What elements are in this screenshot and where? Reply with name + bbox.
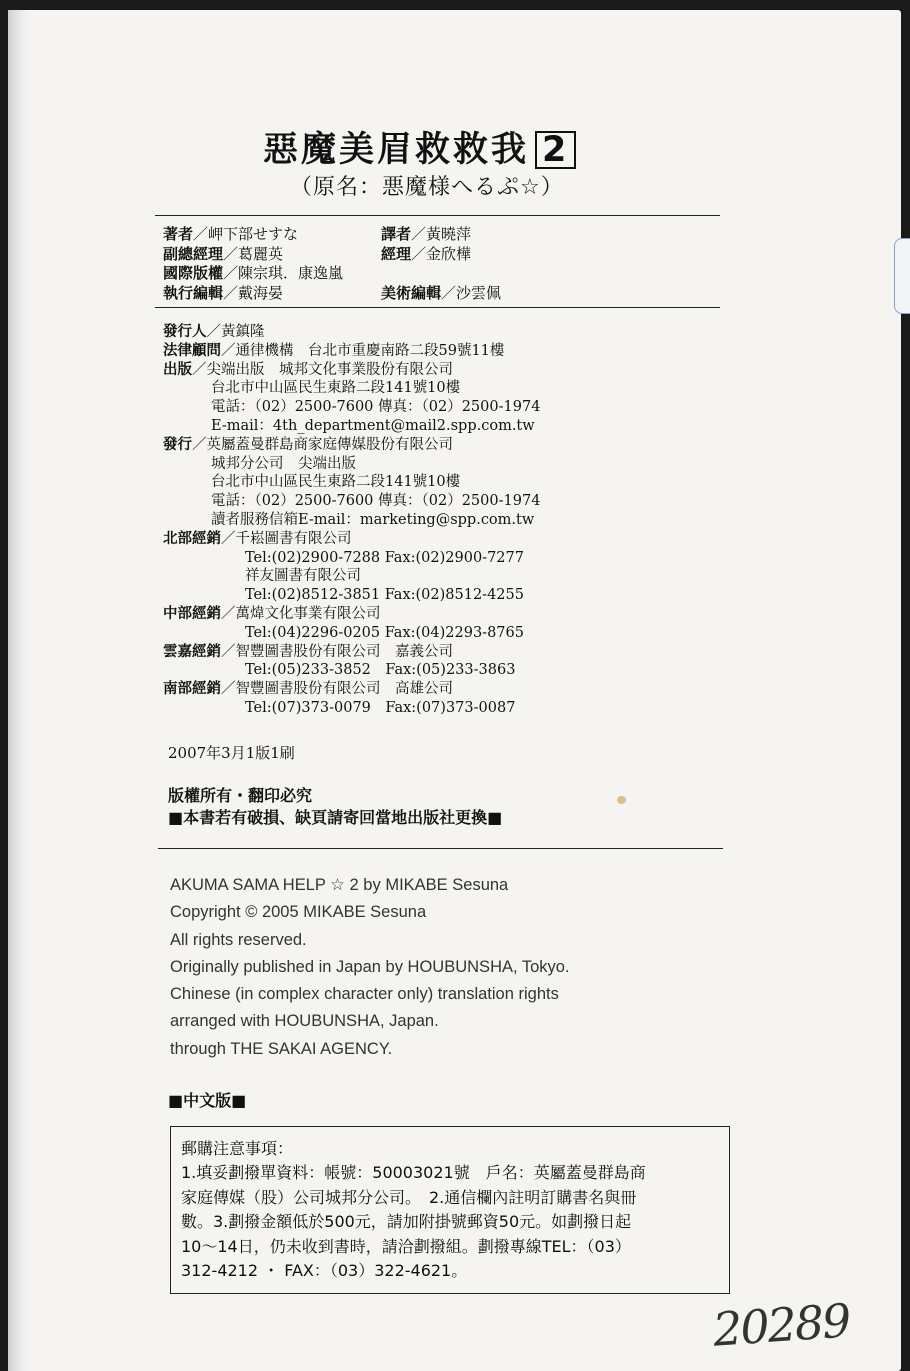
publisher-line xyxy=(163,473,540,492)
credit-right xyxy=(381,245,471,265)
publisher-text: Tel:(02)2900-7288 Fax:(02)2900-7277 xyxy=(245,549,524,566)
publisher-text: 電話：（02）2500-7600 傳真：（02）2500-1974 xyxy=(211,399,541,416)
rights-line-2: ■本書若有破損、缺頁請寄回當地出版社更換■ xyxy=(168,808,503,827)
publisher-text: ／英屬蓋曼群島商家庭傳媒股份有限公司 xyxy=(192,436,453,453)
publisher-text: ／千崧圖書有限公司 xyxy=(221,530,352,547)
notice-line: 1.填妥劃撥單資料：帳號：50003021號 戶名：英屬蓋曼群島商 xyxy=(181,1163,646,1183)
book-page xyxy=(8,10,901,1371)
credit-label: 著者 xyxy=(163,225,194,243)
credit-label: 國際版權 xyxy=(163,264,224,282)
english-line: Originally published in Japan by HOUBUNSHA, Tokyo. xyxy=(170,957,570,976)
publisher-line xyxy=(163,361,540,380)
publisher-text: ／通律機構 台北市重慶南路二段59號11樓 xyxy=(221,342,505,359)
english-copyright xyxy=(170,872,570,1063)
publisher-label: 發行 xyxy=(163,435,192,453)
publisher-text: Tel:(02)8512-3851 Fax:(02)8512-4255 xyxy=(245,587,524,604)
publisher-text: ／黃鎮隆 xyxy=(206,324,265,340)
publisher-line xyxy=(163,492,540,511)
credit-value: ／戴海晏 xyxy=(223,283,284,302)
title-text: 惡魔美眉救救我 xyxy=(263,130,530,170)
publisher-text: 祥友圖書有限公司 xyxy=(245,568,361,585)
credit-label: 經理 xyxy=(381,244,412,263)
publisher-text: ／尖端出版 城邦文化事業股份有限公司 xyxy=(192,361,453,378)
credit-label: 副總經理 xyxy=(163,244,224,263)
publisher-line xyxy=(163,624,540,643)
handwritten-number: 20289 xyxy=(711,1293,852,1357)
credit-left xyxy=(163,245,283,265)
publisher-text: 城邦分公司 尖端出版 xyxy=(211,455,356,472)
rights-notice xyxy=(168,785,502,829)
credit-value: ／黃曉萍 xyxy=(411,225,472,243)
publisher-text: 台北市中山區民生東路二段141號10樓 xyxy=(211,380,461,397)
publisher-line xyxy=(163,342,540,361)
credit-left xyxy=(163,264,343,284)
credit-value: ／葛麗英 xyxy=(223,244,284,263)
notice-line: 郵購注意事項： xyxy=(181,1139,294,1158)
credit-value: ／金欣樺 xyxy=(411,244,472,263)
credit-row xyxy=(163,264,723,284)
credit-row xyxy=(163,284,723,304)
original-title: （原名：悪魔様へるぷ☆） xyxy=(290,175,564,200)
credit-row xyxy=(163,245,723,265)
publisher-line xyxy=(163,643,540,662)
publisher-text: Tel:(07)373-0079 Fax:(07)373-0087 xyxy=(245,699,516,716)
notice-line: 數。3.劃撥金額低於500元，請加附掛號郵資50元。如劃撥日起 xyxy=(181,1212,632,1232)
publisher-line xyxy=(163,417,540,436)
chinese-edition-label: ■中文版■ xyxy=(168,1091,247,1110)
publisher-line xyxy=(163,605,540,624)
book-title xyxy=(263,122,576,172)
divider-credits xyxy=(155,307,720,308)
credit-right xyxy=(381,225,471,245)
publisher-line xyxy=(163,699,540,718)
publisher-label: 出版 xyxy=(163,360,192,378)
publisher-text: ／萬煒文化事業有限公司 xyxy=(221,605,381,622)
notice-line: 家庭傳媒（股）公司城邦分公司。 2.通信欄內註明訂購書名與冊 xyxy=(181,1187,637,1207)
publisher-text: 台北市中山區民生東路二段141號10樓 xyxy=(211,474,461,491)
credit-value: ／岬下部せすな xyxy=(193,225,299,243)
credit-value: ／沙雲佩 xyxy=(441,283,502,302)
credit-label: 執行編輯 xyxy=(163,283,224,302)
notice-line: 10～14日，仍未收到書時，請洽劃撥組。劃撥專線TEL：（03） xyxy=(181,1236,631,1256)
credit-right xyxy=(381,284,501,304)
volume-number: 2 xyxy=(535,131,576,169)
publisher-text: ／智豐圖書股份有限公司 嘉義公司 xyxy=(221,643,453,660)
credit-row xyxy=(163,225,723,245)
english-line: Copyright © 2005 MIKABE Sesuna xyxy=(170,903,427,922)
publisher-line xyxy=(163,530,540,549)
publisher-info xyxy=(163,323,540,718)
publisher-line xyxy=(163,549,540,568)
publisher-line xyxy=(163,586,540,605)
credit-label: 譯者 xyxy=(381,225,412,243)
publisher-label: 發行人 xyxy=(163,323,207,340)
publisher-text: 電話：（02）2500-7600 傳真：（02）2500-1974 xyxy=(211,493,541,510)
english-line: All rights reserved. xyxy=(170,930,307,949)
publisher-text: Tel:(04)2296-0205 Fax:(04)2293-8765 xyxy=(245,624,524,641)
publisher-label: 雲嘉經銷 xyxy=(163,642,221,660)
divider-top xyxy=(155,215,720,216)
english-line: arranged with HOUBUNSHA, Japan. xyxy=(170,1012,439,1031)
publisher-line xyxy=(163,323,540,342)
publisher-line xyxy=(163,661,540,680)
credit-left xyxy=(163,284,283,304)
rights-line-1: 版權所有・翻印必究 xyxy=(168,786,313,805)
divider-english xyxy=(158,848,723,849)
publisher-line xyxy=(163,436,540,455)
publisher-label: 北部經銷 xyxy=(163,529,221,547)
publisher-line xyxy=(163,379,540,398)
publisher-line xyxy=(163,455,540,474)
mail-order-notice xyxy=(170,1126,730,1294)
publisher-line xyxy=(163,398,540,417)
notice-line: 312-4212 ・ FAX：（03）322-4621。 xyxy=(181,1261,468,1281)
publisher-text: Tel:(05)233-3852 Fax:(05)233-3863 xyxy=(245,662,516,679)
paper-stain xyxy=(617,796,626,804)
credit-left xyxy=(163,225,298,245)
credit-value: ／陳宗琪．康逸嵐 xyxy=(223,264,344,282)
english-line: Chinese (in complex character only) translation rights xyxy=(170,985,559,1004)
publisher-line xyxy=(163,680,540,699)
publisher-line xyxy=(163,511,540,530)
publisher-line xyxy=(163,567,540,586)
english-line: AKUMA SAMA HELP ☆ 2 by MIKABE Sesuna xyxy=(170,876,509,894)
publisher-label: 南部經銷 xyxy=(163,680,221,698)
publisher-label: 中部經銷 xyxy=(163,604,221,622)
english-line: through THE SAKAI AGENCY. xyxy=(170,1039,393,1058)
page-tab-marker xyxy=(894,238,910,314)
credits-block xyxy=(163,225,723,303)
print-date: 2007年3月1版1刷 xyxy=(168,744,295,762)
publisher-label: 法律顧問 xyxy=(163,341,221,359)
book-spine-shadow xyxy=(8,10,30,1371)
publisher-text: E-mail：4th_department@mail2.spp.com.tw xyxy=(211,417,535,434)
publisher-text: ／智豐圖書股份有限公司 高雄公司 xyxy=(221,681,453,698)
publisher-text: 讀者服務信箱E-mail：marketing@spp.com.tw xyxy=(211,511,535,528)
credit-label: 美術編輯 xyxy=(381,283,442,302)
